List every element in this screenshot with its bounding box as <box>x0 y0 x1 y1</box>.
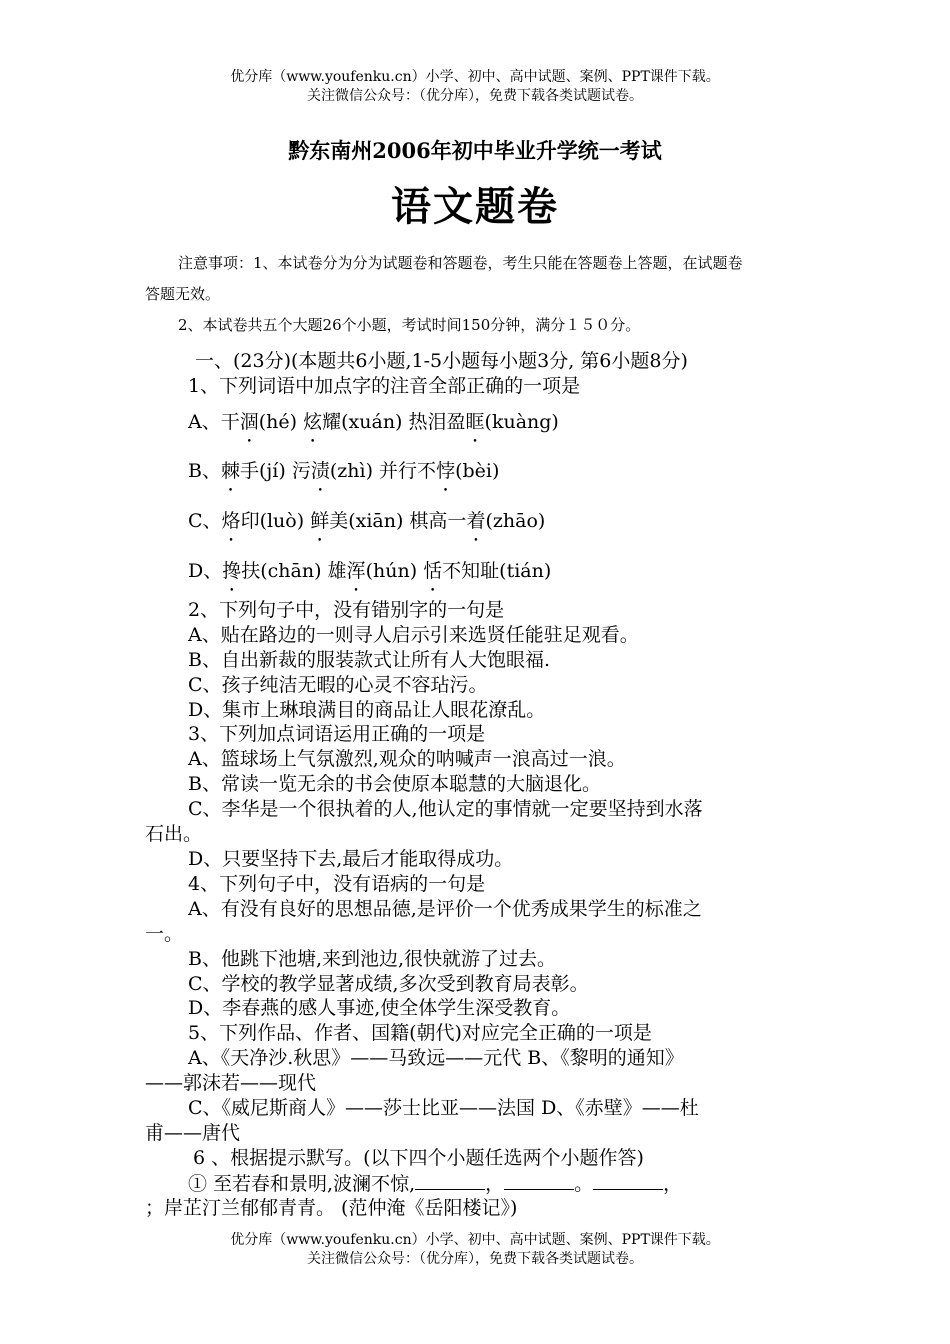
q3-option-c: C、李华是一个很执着的人,他认定的事情就一定要坚持到水落 <box>188 798 703 820</box>
footer-line-2: 关注微信公众号：（优分库），免费下载各类试题试卷。 <box>307 1251 643 1267</box>
note-1a: 注意事项：1、本试卷分为分为试题卷和答题卷，考生只能在答题卷上答题，在试题卷 <box>178 254 743 272</box>
text: D、 <box>188 560 223 582</box>
q1-stem: 1、下列词语中加点字的注音全部正确的一项是 <box>188 375 581 397</box>
q5-stem: 5、下列作品、作者、国籍(朝代)对应完全正确的一项是 <box>188 1022 652 1044</box>
q5-options-ab: A、《天净沙.秋思》——马致远——元代 B、《黎明的通知》 <box>188 1047 684 1069</box>
q2-option-b: B、自出新裁的服装款式让所有人大饱眼福. <box>188 649 551 671</box>
subject-title: 语文题卷 <box>391 183 559 230</box>
section-heading: 一、(23分)(本题共6小题,1-5小题每小题3分, 第6小题8分) <box>195 350 688 372</box>
q4-option-a: A、有没有良好的思想品德,是评价一个优秀成果学生的标准之 <box>188 898 702 920</box>
punct: 。 <box>574 1173 594 1195</box>
text: 美(xiān) 棋高一 <box>329 510 467 532</box>
answer-blank[interactable] <box>504 1171 574 1190</box>
dotted-char: 恬 <box>423 560 443 582</box>
q3-option-c-cont: 石出。 <box>145 823 203 845</box>
text: B、 <box>188 460 221 482</box>
text: 扶(chān) 雄 <box>241 560 347 582</box>
answer-blank[interactable] <box>593 1171 663 1190</box>
note-2: 2、本试卷共五个大题26个小题，考试时间150分钟，满分１５０分。 <box>178 316 641 334</box>
text: 耀(xuán) 热泪盈 <box>322 411 466 433</box>
q4-option-a-cont: 一。 <box>145 923 184 945</box>
dotted-char: 眶 <box>465 411 485 433</box>
q6-item-1-text: ① 至若春和景明,波澜不惊, <box>188 1173 416 1195</box>
dotted-char: 棘 <box>220 460 240 482</box>
punct: ， <box>485 1173 505 1195</box>
page-header <box>0 68 950 106</box>
dotted-char: 渍 <box>310 460 330 482</box>
dotted-char: 悖 <box>436 460 456 482</box>
dotted-char: 烙 <box>221 510 241 532</box>
text: (bèi) <box>455 460 500 482</box>
text: (hé) <box>258 411 304 433</box>
q6-stem: 6 、根据提示默写。(以下四个小题任选两个小题作答) <box>193 1147 644 1169</box>
notes <box>145 248 810 341</box>
dotted-char: 搀 <box>222 560 242 582</box>
exam-title: 黔东南州2006年初中毕业升学统一考试 <box>288 138 662 163</box>
q1-option-c <box>188 509 545 533</box>
q1-option-d <box>188 559 551 583</box>
q6-item-1-cont: ；岸芷汀兰郁郁青青。 (范仲淹《岳阳楼记》) <box>145 1197 518 1219</box>
q5-options-cd-cont: 甫——唐代 <box>145 1122 241 1144</box>
q1-option-b <box>188 459 499 483</box>
q4-option-c: C、学校的教学显著成绩,多次受到教育局表彰。 <box>188 973 589 995</box>
q2-option-d: D、集市上琳琅满目的商品让人眼花潦乱。 <box>188 699 546 721</box>
dotted-char: 鲜 <box>310 510 330 532</box>
text: 不知耻(tián) <box>442 560 552 582</box>
q3-option-b: B、常读一览无余的书会使原本聪慧的大脑退化。 <box>188 773 601 795</box>
header-line-1: 优分库（www.youfenku.cn）小学、初中、高中试题、案例、PPT课件下载。 <box>230 69 720 85</box>
header-line-2: 关注微信公众号：（优分库），免费下载各类试题试卷。 <box>307 88 643 104</box>
answer-blank[interactable] <box>415 1171 485 1190</box>
q5-options-ab-cont: ——郭沫若——现代 <box>145 1072 317 1094</box>
note-1b: 答题无效。 <box>145 285 221 303</box>
q3-option-d: D、只要坚持下去,最后才能取得成功。 <box>188 848 514 870</box>
text: (zhāo) <box>485 510 546 532</box>
q1-option-a <box>188 410 559 434</box>
q4-stem: 4、下列句子中，没有语病的一句是 <box>188 873 486 895</box>
text: (zhì) 并行不 <box>329 460 437 482</box>
text: 手(jí) 污 <box>239 460 311 482</box>
q2-stem: 2、下列句子中，没有错别字的一句是 <box>188 599 505 621</box>
footer-line-1: 优分库（www.youfenku.cn）小学、初中、高中试题、案例、PPT课件下载。 <box>230 1232 720 1248</box>
text: C、 <box>188 510 222 532</box>
text: (hún) <box>365 560 424 582</box>
dotted-char: 着 <box>466 510 486 532</box>
q2-option-c: C、孩子纯洁无暇的心灵不容玷污。 <box>188 674 488 696</box>
dotted-char: 涸 <box>239 411 259 433</box>
text: A、干 <box>188 411 240 433</box>
page-footer <box>0 1231 950 1269</box>
q4-option-d: D、李春燕的感人事迹,使全体学生深受教育。 <box>188 997 571 1019</box>
dotted-char: 浑 <box>346 560 366 582</box>
punct: ， <box>663 1173 683 1195</box>
q5-options-cd: C、《威尼斯商人》——莎士比亚——法国 D、《赤壁》——杜 <box>188 1097 699 1119</box>
dotted-char: 炫 <box>303 411 323 433</box>
text: (kuàng) <box>484 411 559 433</box>
q4-option-b: B、他跳下池塘,来到池边,很快就游了过去。 <box>188 948 557 970</box>
text: 印(luò) <box>240 510 311 532</box>
q2-option-a: A、贴在路边的一则寻人启示引来选贤任能驻足观看。 <box>188 624 639 646</box>
q3-option-a: A、篮球场上气氛激烈,观众的呐喊声一浪高过一浪。 <box>188 748 626 770</box>
q6-item-1 <box>188 1171 682 1196</box>
q3-stem: 3、下列加点词语运用正确的一项是 <box>188 723 486 745</box>
